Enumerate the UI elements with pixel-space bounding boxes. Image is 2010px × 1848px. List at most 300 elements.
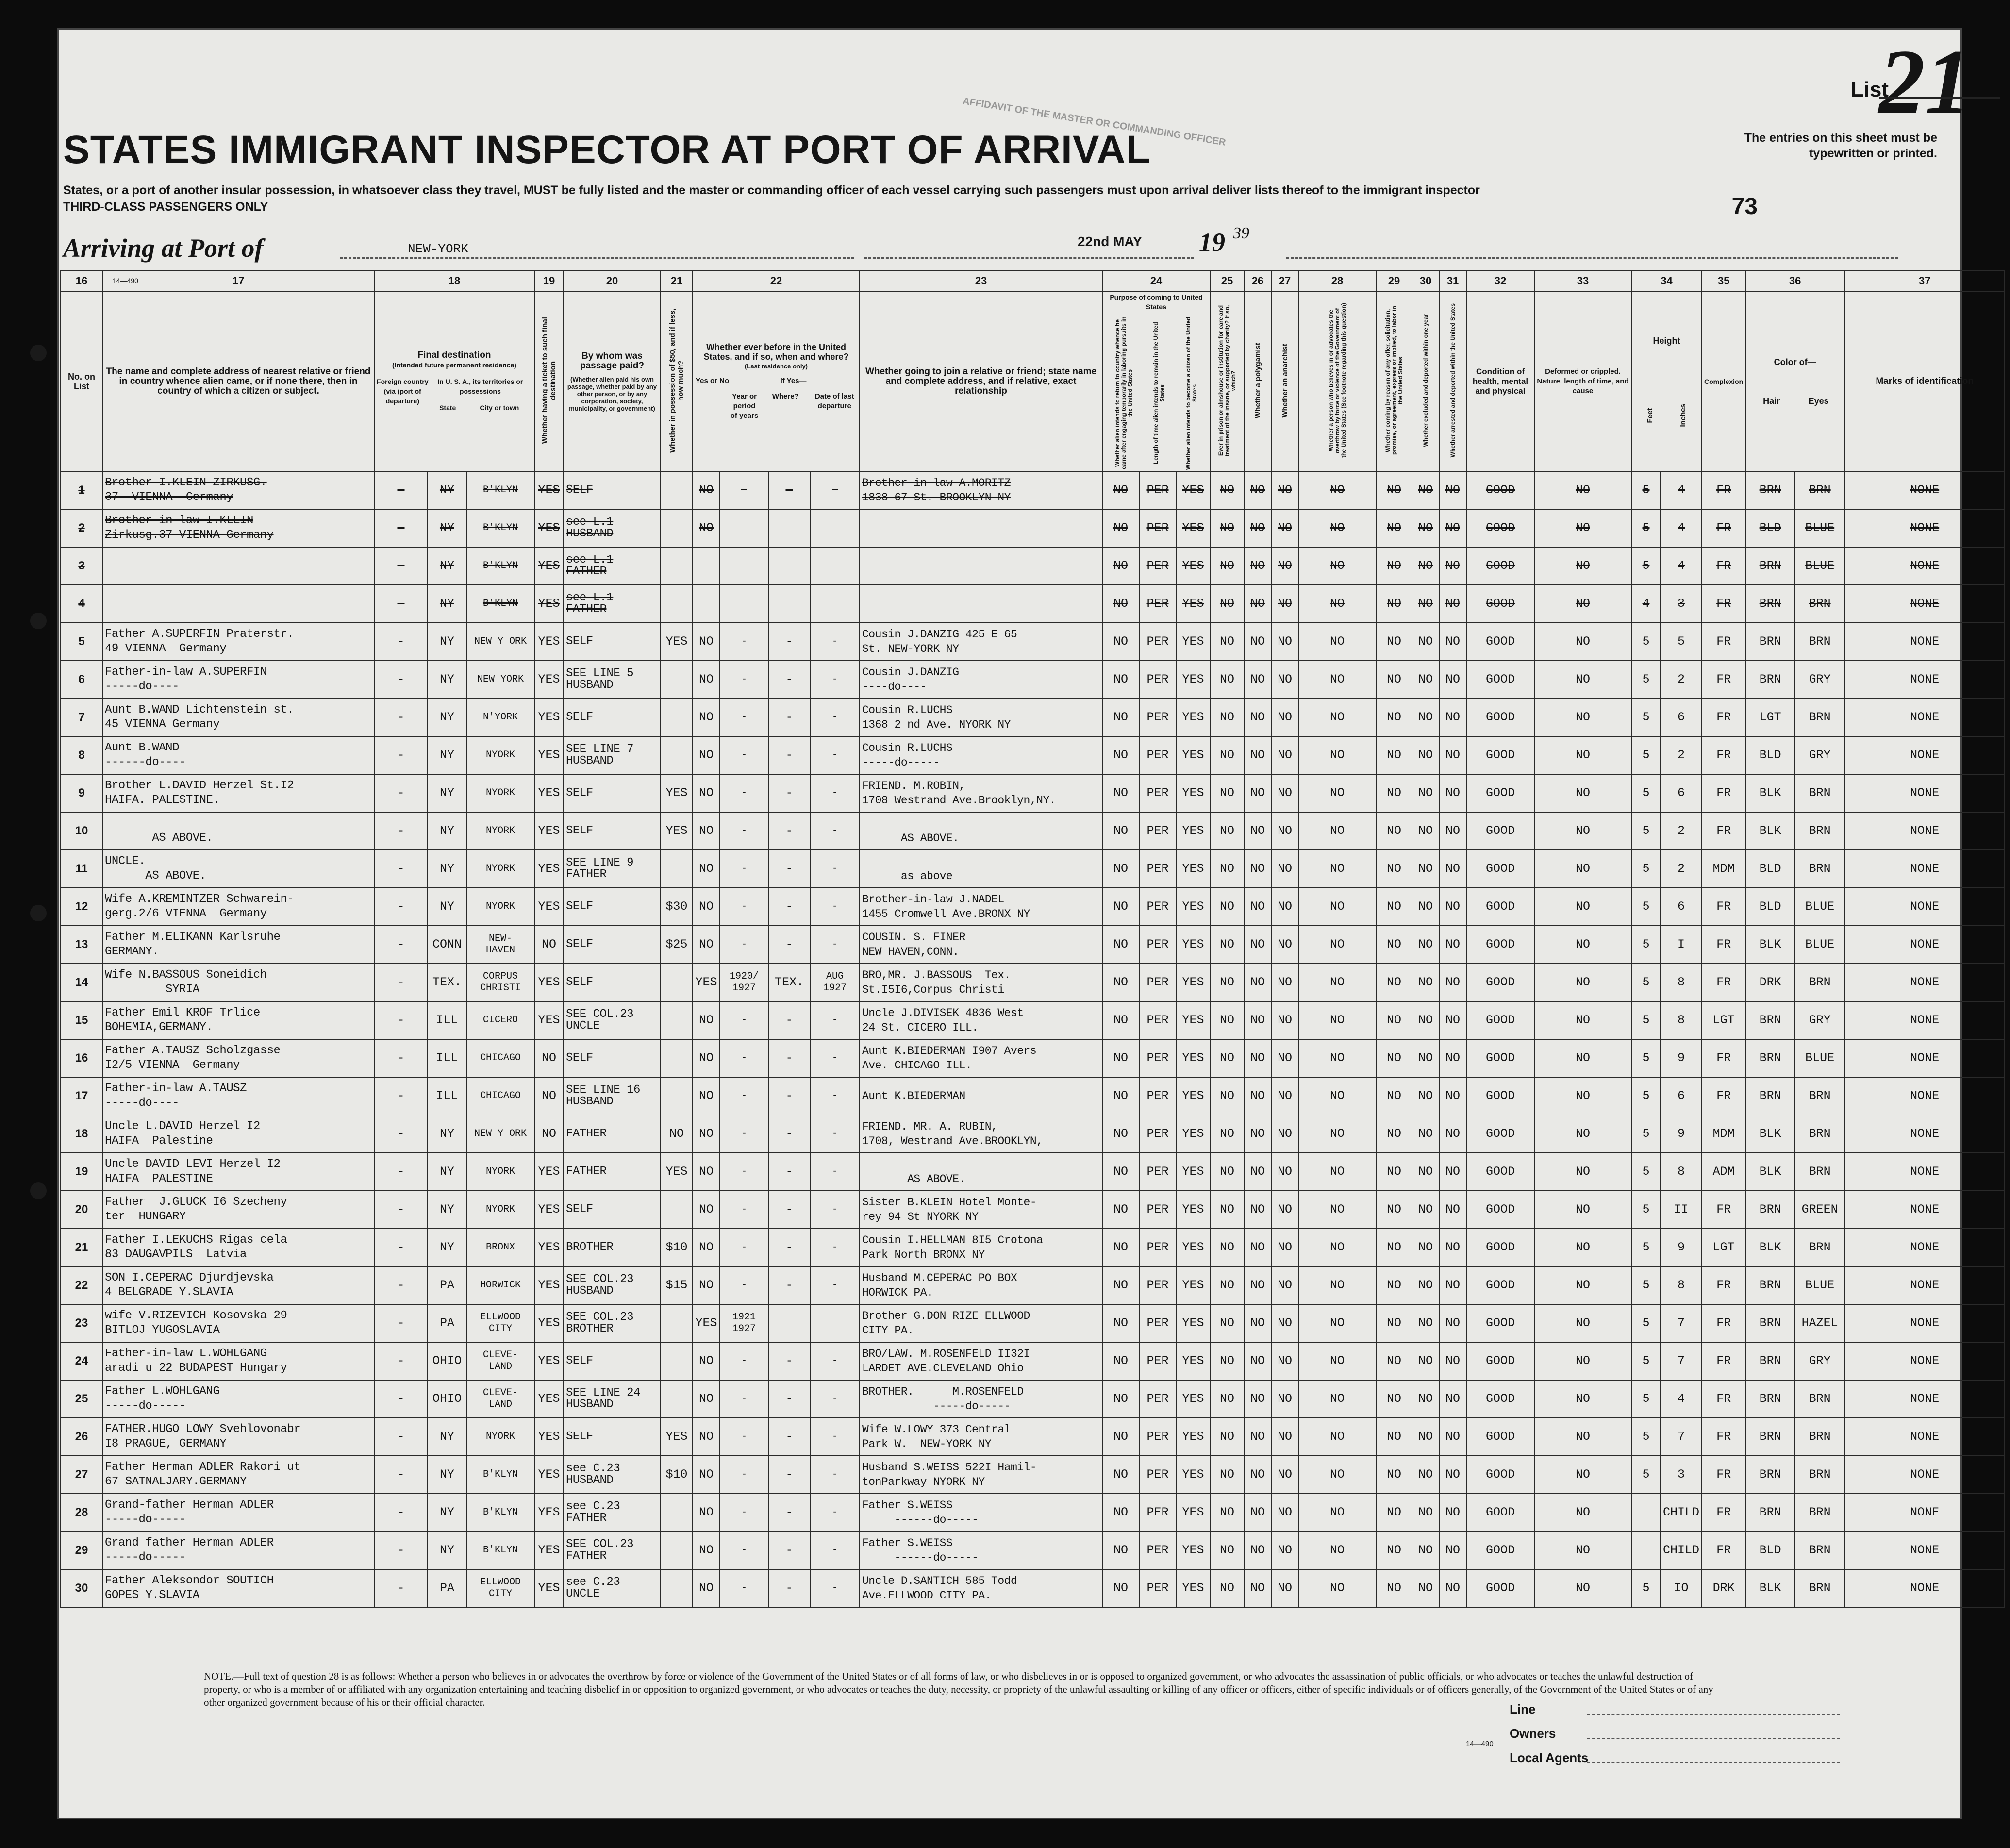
cell-years: - [720,850,768,888]
cell-deformed: NO [1534,736,1631,774]
cell-hair-color: BRN [1745,1191,1795,1229]
cell-height-inches: 2 [1661,661,1702,699]
header-purpose [1102,292,1210,471]
cell-money: YES [661,1418,693,1456]
cell-excluded: NO [1412,1229,1439,1266]
cell-height-feet: 5 [1631,1191,1661,1229]
cell-city: NYORK [466,1191,534,1229]
cell-height-inches: 9 [1661,1229,1702,1266]
cell-height-feet: 5 [1631,1456,1661,1494]
cell-deformed: NO [1534,1494,1631,1532]
cell-purpose-length: PER [1139,547,1176,585]
cell-excluded: NO [1412,1494,1439,1532]
cell-row-number: 17 [61,1077,102,1115]
cell-health: GOOD [1466,585,1534,623]
cell-foreign-country: - [374,623,428,661]
cell-money: YES [661,1153,693,1191]
cell-arrested: NO [1439,1229,1466,1266]
cell-where: - [768,1115,810,1153]
cell-last-departure: AUG 1927 [810,964,860,1001]
cell-purpose-citizen: YES [1176,1153,1210,1191]
cell-marks: NONE [1844,585,2005,623]
cell-overthrow: NO [1298,661,1376,699]
cell-overthrow: NO [1298,1456,1376,1494]
cell-been-before: NO [693,1456,720,1494]
cell-money [661,1532,693,1569]
cell-years: - [720,1001,768,1039]
cell-anarchist: NO [1271,736,1298,774]
cell-money: $30 [661,888,693,926]
table-row [61,926,2005,964]
cell-polygamist: NO [1244,1304,1271,1342]
cell-foreign-country: - [374,888,428,926]
cell-arrested: NO [1439,1342,1466,1380]
cell-prison: NO [1210,850,1244,888]
cell-money: $15 [661,1266,693,1304]
cell-been-before: NO [693,1115,720,1153]
cell-height-inches: 6 [1661,774,1702,812]
cell-arrested: NO [1439,1115,1466,1153]
cell-complexion: FR [1702,1342,1745,1380]
cell-foreign-country: - [374,926,428,964]
cell-relative-address: AS ABOVE. [102,812,374,850]
cell-complexion: FR [1702,1039,1745,1077]
cell-arrested: NO [1439,699,1466,736]
cell-prison: NO [1210,1532,1244,1569]
column-header-row [61,292,2005,471]
cell-polygamist: NO [1244,661,1271,699]
header-deformed: Deformed or crippled. Nature, length of time, and cause [1534,292,1631,471]
cell-purpose-citizen: YES [1176,1266,1210,1304]
cell-prison: NO [1210,1153,1244,1191]
cell-complexion: FR [1702,1456,1745,1494]
cell-money [661,1001,693,1039]
cell-prison: NO [1210,1229,1244,1266]
cell-relative-address: FATHER.HUGO LOWY Svehlovonabr I8 PRAGUE, GERMANY [102,1418,374,1456]
cell-state: CONN [428,926,466,964]
cell-complexion: FR [1702,926,1745,964]
cell-purpose-return: NO [1102,1418,1139,1456]
cell-foreign-country: - [374,1380,428,1418]
cell-deformed: NO [1534,926,1631,964]
col-num: 16 [61,270,102,292]
cell-relative-address: Uncle L.DAVID Herzel I2 HAIFA Palestine [102,1115,374,1153]
cell-foreign-country: - [374,964,428,1001]
cell-city: CORPUS CHRISTI [466,964,534,1001]
cell-years: - [720,812,768,850]
cell-paid-by: SELF [564,1342,661,1380]
cell-eye-color: GRY [1795,1342,1844,1380]
cell-purpose-length: PER [1139,774,1176,812]
cell-excluded: NO [1412,1342,1439,1380]
cell-last-departure [810,1304,860,1342]
cell-where: - [768,699,810,736]
if-yes-label: If Yes— [780,377,807,385]
cell-state: NY [428,623,466,661]
cell-anarchist: NO [1271,1153,1298,1191]
cell-purpose-citizen: YES [1176,1115,1210,1153]
year-prefix: 19 [1199,228,1225,257]
cell-row-number: 20 [61,1191,102,1229]
cell-prison: NO [1210,964,1244,1001]
cell-labor-offer: NO [1376,585,1412,623]
color-of-label: Color of— [1774,357,1816,367]
cell-money [661,1304,693,1342]
cell-height-feet: 5 [1631,1266,1661,1304]
cell-arrested: NO [1439,1418,1466,1456]
cell-relative-address: UNCLE. AS ABOVE. [102,850,374,888]
cell-years: - [720,1456,768,1494]
cell-overthrow: NO [1298,471,1376,509]
cell-paid-by: see C.23 FATHER [564,1494,661,1532]
cell-purpose-length: PER [1139,1418,1176,1456]
cell-been-before: NO [693,699,720,736]
cell-polygamist: NO [1244,585,1271,623]
cell-foreign-country: - [374,1418,428,1456]
col-num: 29 [1376,270,1412,292]
cell-purpose-length: PER [1139,661,1176,699]
table-row [61,1342,2005,1380]
cell-marks: NONE [1844,926,2005,964]
cell-hair-color: BLD [1745,888,1795,926]
cell-last-departure: - [810,926,860,964]
cell-complexion: MDM [1702,1115,1745,1153]
cell-marks: NONE [1844,774,2005,812]
cell-health: GOOD [1466,1153,1534,1191]
col-num: 17 [102,270,374,292]
cell-polygamist: NO [1244,1380,1271,1418]
cell-where: - [768,774,810,812]
cell-foreign-country: - [374,1077,428,1115]
cell-joining [860,585,1102,623]
cell-complexion: FR [1702,1532,1745,1569]
cell-state: NY [428,736,466,774]
cell-paid-by: SEE COL.23 UNCLE [564,1001,661,1039]
cell-city: ELLWOOD CITY [466,1304,534,1342]
cell-health: GOOD [1466,1532,1534,1569]
cell-paid-by: SEE LINE 24 HUSBAND [564,1380,661,1418]
cell-joining: Cousin I.HELLMAN 8I5 Crotona Park North BRONX NY [860,1229,1102,1266]
cell-height-feet: 5 [1631,1380,1661,1418]
cell-eye-color: BRN [1795,1494,1844,1532]
cell-joining: Sister B.KLEIN Hotel Monte- rey 94 St NYORK NY [860,1191,1102,1229]
cell-overthrow: NO [1298,926,1376,964]
table-row [61,661,2005,699]
table-row [61,774,2005,812]
cell-complexion: FR [1702,661,1745,699]
cell-been-before: NO [693,1418,720,1456]
cell-anarchist: NO [1271,1077,1298,1115]
cell-height-inches: 2 [1661,812,1702,850]
cell-been-before: NO [693,1569,720,1607]
cell-deformed: NO [1534,774,1631,812]
form-code-top: 14—490 [113,277,138,284]
cell-relative-address: Wife N.BASSOUS Soneidich SYRIA [102,964,374,1001]
cell-complexion: FR [1702,964,1745,1001]
cell-hair-color: BRN [1745,1380,1795,1418]
cell-row-number: 15 [61,1001,102,1039]
cell-arrested: NO [1439,926,1466,964]
cell-polygamist: NO [1244,1001,1271,1039]
cell-labor-offer: NO [1376,964,1412,1001]
cell-foreign-country: - [374,699,428,736]
cell-city: NYORK [466,1418,534,1456]
cell-relative-address: Father I.LEKUCHS Rigas cela 83 DAUGAVPILS Latvia [102,1229,374,1266]
col-num: 18 [374,270,534,292]
cell-ticket: YES [534,661,564,699]
cell-excluded: NO [1412,964,1439,1001]
cell-labor-offer: NO [1376,661,1412,699]
line-label: Line [1510,1702,1536,1716]
header-polygamist: Whether a polygamist [1253,343,1262,418]
cell-complexion: FR [1702,736,1745,774]
where-label: Where? [772,392,799,400]
cell-been-before: NO [693,736,720,774]
cell-height-inches: 7 [1661,1342,1702,1380]
cell-purpose-return: NO [1102,1153,1139,1191]
binder-hole [30,345,47,361]
cell-purpose-length: PER [1139,1039,1176,1077]
cell-overthrow: NO [1298,1266,1376,1304]
cell-ticket: YES [534,850,564,888]
cell-height-inches: 7 [1661,1418,1702,1456]
cell-been-before: NO [693,888,720,926]
cell-relative-address: Aunt B.WAND ------do---- [102,736,374,774]
cell-labor-offer: NO [1376,699,1412,736]
cell-height-feet: 5 [1631,699,1661,736]
cell-purpose-citizen: YES [1176,1304,1210,1342]
cell-foreign-country: - [374,736,428,774]
cell-joining: Husband M.CEPERAC PO BOX HORWICK PA. [860,1266,1102,1304]
cell-labor-offer: NO [1376,509,1412,547]
cell-where: - [768,471,810,509]
cell-years [720,509,768,547]
cell-deformed: NO [1534,1115,1631,1153]
cell-arrested: NO [1439,623,1466,661]
cell-ticket: YES [534,1569,564,1607]
cell-height-inches: 8 [1661,1266,1702,1304]
cell-money [661,661,693,699]
cell-health: GOOD [1466,1229,1534,1266]
cell-height-inches: 4 [1661,471,1702,509]
cell-row-number: 22 [61,1266,102,1304]
cell-complexion: FR [1702,774,1745,812]
cell-years: - [720,1115,768,1153]
cell-years: - [720,1039,768,1077]
cell-complexion: FR [1702,623,1745,661]
cell-hair-color: BLD [1745,850,1795,888]
cell-where: - [768,1418,810,1456]
cell-state: NY [428,1494,466,1532]
cell-prison: NO [1210,1494,1244,1532]
cell-row-number: 5 [61,623,102,661]
cell-foreign-country: - [374,1115,428,1153]
cell-paid-by: SELF [564,1418,661,1456]
cell-paid-by: SEE LINE 7 HUSBAND [564,736,661,774]
cell-eye-color: BRN [1795,699,1844,736]
cell-ticket: YES [534,1456,564,1494]
cell-complexion: ADM [1702,1153,1745,1191]
cell-complexion: FR [1702,699,1745,736]
cell-state: NY [428,774,466,812]
cell-labor-offer: NO [1376,1001,1412,1039]
table-row [61,623,2005,661]
cell-health: GOOD [1466,964,1534,1001]
cell-eye-color: BRN [1795,623,1844,661]
cell-purpose-length: PER [1139,1304,1176,1342]
cell-years: - [720,926,768,964]
cell-row-number: 23 [61,1304,102,1342]
cell-deformed: NO [1534,888,1631,926]
cell-purpose-length: PER [1139,964,1176,1001]
cell-money [661,1077,693,1115]
cell-anarchist: NO [1271,1039,1298,1077]
cell-polygamist: NO [1244,699,1271,736]
header-overthrow: Whether a person who believes in or advocates the overthrow by force or violence of the Government of the United States (See footnote regarding this question) [1327,303,1347,458]
cell-money [661,1380,693,1418]
cell-arrested: NO [1439,850,1466,888]
cell-purpose-length: PER [1139,1494,1176,1532]
cell-height-inches: 4 [1661,547,1702,585]
cell-anarchist: NO [1271,812,1298,850]
cell-ticket: YES [534,585,564,623]
cell-polygamist: NO [1244,1494,1271,1532]
cell-row-number: 27 [61,1456,102,1494]
table-row [61,585,2005,623]
cell-state: NY [428,812,466,850]
table-row [61,547,2005,585]
cell-relative-address: Brother-in-law I.KLEIN Zirkusg.37 VIENNA Germany [102,509,374,547]
cell-health: GOOD [1466,1191,1534,1229]
cell-complexion: FR [1702,1191,1745,1229]
cell-prison: NO [1210,1266,1244,1304]
cell-years: - [720,1380,768,1418]
cell-state: OHIO [428,1342,466,1380]
cell-deformed: NO [1534,623,1631,661]
cell-height-feet: 5 [1631,1229,1661,1266]
cell-eye-color: BRN [1795,471,1844,509]
header-rule [1286,257,1898,259]
cell-complexion: FR [1702,888,1745,926]
cell-anarchist: NO [1271,774,1298,812]
cell-row-number: 26 [61,1418,102,1456]
cell-anarchist: NO [1271,699,1298,736]
cell-purpose-citizen: YES [1176,926,1210,964]
cell-health: GOOD [1466,1380,1534,1418]
cell-years: - [720,1266,768,1304]
cell-hair-color: BRN [1745,1342,1795,1380]
cell-labor-offer: NO [1376,1266,1412,1304]
cell-prison: NO [1210,812,1244,850]
cell-hair-color: LGT [1745,699,1795,736]
cell-excluded: NO [1412,1266,1439,1304]
cell-health: GOOD [1466,1342,1534,1380]
agents-field [1587,1762,1840,1763]
cell-row-number: 14 [61,964,102,1001]
cell-labor-offer: NO [1376,1304,1412,1342]
cell-excluded: NO [1412,547,1439,585]
cell-height-feet: 5 [1631,774,1661,812]
cell-city: B'KLYN [466,471,534,509]
cell-where: - [768,1153,810,1191]
cell-labor-offer: NO [1376,1153,1412,1191]
cell-height-inches: 5 [1661,623,1702,661]
cell-where: - [768,1039,810,1077]
cell-purpose-length: PER [1139,1380,1176,1418]
cell-prison: NO [1210,661,1244,699]
cell-marks: NONE [1844,1456,2005,1494]
cell-polygamist: NO [1244,926,1271,964]
cell-ticket: YES [534,623,564,661]
before-us-label: Whether ever before in the United States, and if so, when and where? [703,342,849,362]
cell-labor-offer: NO [1376,926,1412,964]
arrival-date: 22nd MAY [1078,234,1142,249]
cell-prison: NO [1210,585,1244,623]
cell-prison: NO [1210,736,1244,774]
cell-health: GOOD [1466,1304,1534,1342]
cell-last-departure: - [810,1153,860,1191]
cell-purpose-length: PER [1139,812,1176,850]
cell-marks: NONE [1844,1304,2005,1342]
cell-ticket: YES [534,1494,564,1532]
cell-money [661,547,693,585]
cell-prison: NO [1210,1191,1244,1229]
cell-height-inches: 3 [1661,1456,1702,1494]
foreign-country-label: Foreign country (via (port of departure) [377,378,429,405]
cell-overthrow: NO [1298,888,1376,926]
cell-state: NY [428,1456,466,1494]
class-line: THIRD-CLASS PASSENGERS ONLY [63,200,268,214]
cell-prison: NO [1210,1456,1244,1494]
cell-row-number: 11 [61,850,102,888]
cell-where: - [768,1266,810,1304]
cell-ticket: NO [534,1039,564,1077]
cell-city: NYORK [466,888,534,926]
cell-excluded: NO [1412,774,1439,812]
cell-city: HORWICK [466,1266,534,1304]
header-health: Condition of health, mental and physical [1466,292,1534,471]
col-num: 31 [1439,270,1466,292]
cell-marks: NONE [1844,964,2005,1001]
cell-foreign-country: - [374,471,428,509]
cell-marks: NONE [1844,1494,2005,1532]
cell-anarchist: NO [1271,623,1298,661]
cell-ticket: NO [534,1115,564,1153]
cell-row-number: 25 [61,1380,102,1418]
cell-purpose-return: NO [1102,1456,1139,1494]
cell-prison: NO [1210,1039,1244,1077]
table-row [61,850,2005,888]
cell-paid-by: SEE LINE 16 HUSBAND [564,1077,661,1115]
cell-foreign-country: - [374,1266,428,1304]
cell-state: NY [428,1191,466,1229]
cell-health: GOOD [1466,736,1534,774]
cell-hair-color: BRN [1745,623,1795,661]
cell-eye-color: BRN [1795,1380,1844,1418]
cell-height-inches: CHILD [1661,1532,1702,1569]
cell-height-feet: 5 [1631,623,1661,661]
cell-prison: NO [1210,623,1244,661]
cell-excluded: NO [1412,1115,1439,1153]
cell-eye-color: BRN [1795,1229,1844,1266]
cell-prison: NO [1210,1342,1244,1380]
cell-deformed: NO [1534,1266,1631,1304]
cell-complexion: FR [1702,1418,1745,1456]
cell-paid-by: SEE COL.23 BROTHER [564,1304,661,1342]
cell-been-before: NO [693,1001,720,1039]
col-num: 27 [1271,270,1298,292]
binder-hole [30,613,47,629]
